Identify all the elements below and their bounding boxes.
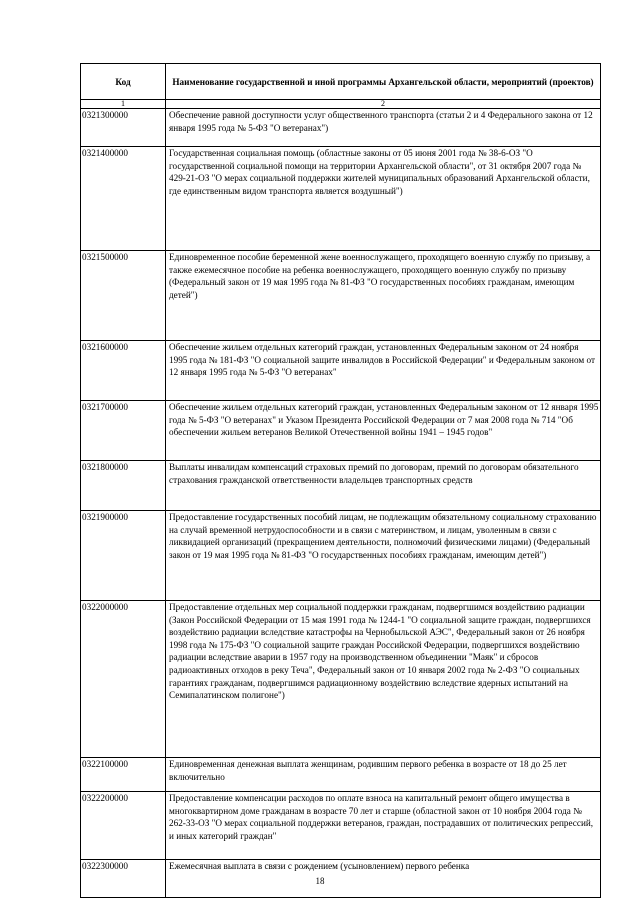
row-code: 0321800000	[81, 461, 166, 511]
row-name: Единовременное пособие беременной жене военнослужащего, проходящего военную службу по призыву, а также ежемесячное пособие на ребенка военнослужащего, проходящего военную службу по призыву (Федеральный закон от 19 мая 1995 года № 81-ФЗ "О государственных пособиях гражданам, имеющим детей")	[166, 251, 601, 341]
table-row	[81, 147, 601, 251]
row-code: 0321500000	[81, 251, 166, 341]
row-name: Предоставление отдельных мер социальной поддержки гражданам, подвергшимся воздействию радиации (Закон Российской Федерации от 15 мая 1991 года № 1244-1 "О социальной защите граждан, подвергшихся воздействию радиации вследствие катастрофы на Чернобыльской АЭС", Федеральный закон от 26 ноября 1998 года № 175-ФЗ "О социальной защите граждан Российской Федерации, подвергшихся воздействию радиации вследствие аварии в 1957 году на производственном объединении "Маяк" и сбросов радиоактивных отходов в реку Теча", Федеральный закон от 10 января 2002 года № 2-ФЗ "О социальных гарантиях гражданам, подвергшимся радиационному воздействию вследствие ядерных испытаний на Семипалатинском полигоне")	[166, 601, 601, 758]
table-header-row	[81, 64, 601, 100]
header-code: Код	[81, 64, 166, 100]
row-name: Государственная социальная помощь (областные законы от 05 июня 2001 года № 38-6-ОЗ "О государственной социальной помощи на территории Архангельской области", от 31 октября 2007 года № 429-21-ОЗ "О мерах социальной поддержки жителей муниципальных образований Архангельской области, где единственным видом транспорта является воздушный")	[166, 147, 601, 251]
column-number-1: 1	[81, 100, 166, 109]
row-code: 0322200000	[81, 792, 166, 860]
table-row	[81, 758, 601, 792]
row-name: Предоставление компенсации расходов по оплате взноса на капитальный ремонт общего имущества в многоквартирном доме гражданам в возрасте 70 лет и старше (областной закон от 10 ноября 2004 года № 262-33-ОЗ "О мерах социальной поддержки ветеранов, граждан, пострадавших от политических репрессий, и иных категорий граждан"	[166, 792, 601, 860]
row-code: 0321600000	[81, 341, 166, 401]
row-name: Выплаты инвалидам компенсаций страховых премий по договорам, премий по договорам обязательного страхования гражданской ответственности владельцев транспортных средств	[166, 461, 601, 511]
row-name: Обеспечение равной доступности услуг общественного транспорта (статьи 2 и 4 Федерального закона от 12 января 1995 года № 5-ФЗ "О ветеранах")	[166, 109, 601, 147]
table-row	[81, 461, 601, 511]
table-row	[81, 601, 601, 758]
column-number-2: 2	[166, 100, 601, 109]
page-number: 18	[315, 876, 325, 886]
row-name: Единовременная денежная выплата женщинам, родившим первого ребенка в возрасте от 18 до 25 лет включительно	[166, 758, 601, 792]
row-name: Обеспечение жильем отдельных категорий граждан, установленных Федеральным законом от 12 января 1995 года № 5-ФЗ "О ветеранах" и Указом Президента Российской Федерации от 7 мая 2008 года № 714 "Об обеспечении жильем ветеранов Великой Отечественной войны 1941 – 1945 годов"	[166, 401, 601, 461]
row-code: 0321700000	[81, 401, 166, 461]
table-row	[81, 511, 601, 601]
table-row	[81, 792, 601, 860]
column-number-row	[81, 100, 601, 109]
table-row	[81, 109, 601, 147]
row-name: Обеспечение жильем отдельных категорий граждан, установленных Федеральным законом от 24 ноября 1995 года № 181-ФЗ "О социальной защите инвалидов в Российской Федерации" и Федеральным законом от 12 января 1995 года № 5-ФЗ "О ветеранах"	[166, 341, 601, 401]
table-row	[81, 251, 601, 341]
row-code: 0322100000	[81, 758, 166, 792]
row-code: 0321400000	[81, 147, 166, 251]
program-table	[80, 63, 601, 898]
header-name: Наименование государственной и иной программы Архангельской области, мероприятий (проектов)	[166, 64, 601, 100]
row-code: 0322000000	[81, 601, 166, 758]
row-code: 0322300000	[81, 860, 166, 898]
row-name: Ежемесячная выплата в связи с рождением (усыновлением) первого ребенка	[166, 860, 601, 898]
table-row	[81, 401, 601, 461]
row-code: 0321300000	[81, 109, 166, 147]
table-row	[81, 341, 601, 401]
row-name: Предоставление государственных пособий лицам, не подлежащим обязательному социальному страхованию на случай временной нетрудоспособности и в связи с материнством, и лицам, уволенным в связи с ликвидацией организаций (прекращением деятельности, полномочий физическими лицами) (Федеральный закон от 19 мая 1995 года № 81-ФЗ "О государственных пособиях гражданам, имеющим детей")	[166, 511, 601, 601]
row-code: 0321900000	[81, 511, 166, 601]
